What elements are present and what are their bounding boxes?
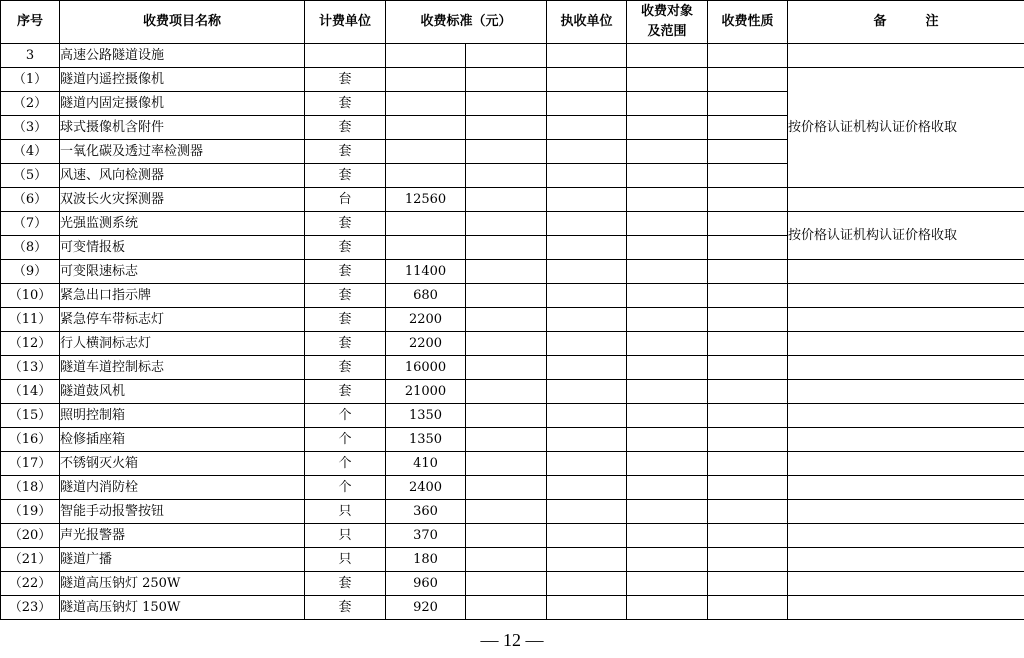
- row-name: 隧道车道控制标志: [60, 356, 305, 380]
- row-name: 可变限速标志: [60, 260, 305, 284]
- header-remark: 备 注: [788, 1, 1024, 44]
- table-row: [1, 572, 1024, 596]
- row-name: 照明控制箱: [60, 404, 305, 428]
- row-unit: 套: [305, 284, 386, 308]
- row-unit: 台: [305, 188, 386, 212]
- row-collector: [547, 452, 627, 476]
- header-row: [1, 1, 1024, 44]
- section-seq: 3: [1, 44, 60, 68]
- row-name: 行人横洞标志灯: [60, 332, 305, 356]
- row-price: 370: [386, 524, 466, 548]
- row-price: 16000: [386, 356, 466, 380]
- row-target: [627, 68, 708, 92]
- row-nature: [708, 308, 788, 332]
- row-remark: [788, 548, 1024, 572]
- row-name: 一氧化碳及透过率检测器: [60, 140, 305, 164]
- row-price: [386, 164, 466, 188]
- row-nature: [708, 140, 788, 164]
- row-name: 风速、风向检测器: [60, 164, 305, 188]
- row-target: [627, 284, 708, 308]
- row-price: 1350: [386, 404, 466, 428]
- header-name: 收费项目名称: [60, 1, 305, 44]
- row-nature: [708, 500, 788, 524]
- row-collector: [547, 260, 627, 284]
- page-number: — 12 —: [480, 630, 544, 650]
- row-price-extra: [466, 548, 547, 572]
- row-price-extra: [466, 236, 547, 260]
- row-remark: [788, 476, 1024, 500]
- row-name: 光强监测系统: [60, 212, 305, 236]
- row-seq: （12）: [1, 332, 60, 356]
- row-name: 声光报警器: [60, 524, 305, 548]
- row-name: 隧道鼓风机: [60, 380, 305, 404]
- row-nature: [708, 380, 788, 404]
- row-seq: （16）: [1, 428, 60, 452]
- row-price: 360: [386, 500, 466, 524]
- row-seq: （13）: [1, 356, 60, 380]
- row-price-extra: [466, 452, 547, 476]
- row-collector: [547, 92, 627, 116]
- row-seq: （9）: [1, 260, 60, 284]
- row-target: [627, 500, 708, 524]
- section-row: [1, 44, 1024, 68]
- row-seq: （5）: [1, 164, 60, 188]
- row-nature: [708, 236, 788, 260]
- row-collector: [547, 476, 627, 500]
- row-collector: [547, 68, 627, 92]
- row-price: [386, 236, 466, 260]
- row-unit: 套: [305, 236, 386, 260]
- row-collector: [547, 428, 627, 452]
- row-name: 隧道广播: [60, 548, 305, 572]
- row-price-extra: [466, 356, 547, 380]
- row-unit: 个: [305, 452, 386, 476]
- row-nature: [708, 68, 788, 92]
- table-row: [1, 500, 1024, 524]
- row-name: 双波长火灾探测器: [60, 188, 305, 212]
- row-unit: 个: [305, 476, 386, 500]
- row-remark: [788, 332, 1024, 356]
- row-target: [627, 308, 708, 332]
- row-name: 球式摄像机含附件: [60, 116, 305, 140]
- row-seq: （20）: [1, 524, 60, 548]
- row-collector: [547, 596, 627, 620]
- row-nature: [708, 356, 788, 380]
- table-row: [1, 548, 1024, 572]
- row-unit: 套: [305, 380, 386, 404]
- header-target-line2: 及范围: [647, 24, 687, 39]
- row-nature: [708, 428, 788, 452]
- row-remark: [788, 356, 1024, 380]
- row-collector: [547, 356, 627, 380]
- row-price-extra: [466, 380, 547, 404]
- row-price-extra: [466, 116, 547, 140]
- row-remark: [788, 572, 1024, 596]
- row-collector: [547, 116, 627, 140]
- row-nature: [708, 260, 788, 284]
- row-seq: （3）: [1, 116, 60, 140]
- row-price-extra: [466, 308, 547, 332]
- row-price-extra: [466, 164, 547, 188]
- row-collector: [547, 308, 627, 332]
- row-price-extra: [466, 332, 547, 356]
- row-seq: （23）: [1, 596, 60, 620]
- row-price: 1350: [386, 428, 466, 452]
- row-price: 920: [386, 596, 466, 620]
- table-row: [1, 452, 1024, 476]
- row-collector: [547, 500, 627, 524]
- row-unit: 套: [305, 92, 386, 116]
- row-unit: 只: [305, 500, 386, 524]
- row-unit: 套: [305, 356, 386, 380]
- header-seq: 序号: [1, 1, 60, 44]
- row-nature: [708, 188, 788, 212]
- row-target: [627, 260, 708, 284]
- row-nature: [708, 548, 788, 572]
- row-price: 2200: [386, 308, 466, 332]
- row-unit: 套: [305, 308, 386, 332]
- row-nature: [708, 284, 788, 308]
- row-seq: （21）: [1, 548, 60, 572]
- row-collector: [547, 404, 627, 428]
- row-seq: （7）: [1, 212, 60, 236]
- row-unit: 套: [305, 164, 386, 188]
- row-remark: [788, 596, 1024, 620]
- row-price: 11400: [386, 260, 466, 284]
- row-unit: 套: [305, 68, 386, 92]
- row-nature: [708, 524, 788, 548]
- row-target: [627, 380, 708, 404]
- row-target: [627, 356, 708, 380]
- row-collector: [547, 236, 627, 260]
- row-price: 21000: [386, 380, 466, 404]
- row-target: [627, 140, 708, 164]
- row-nature: [708, 476, 788, 500]
- row-price-extra: [466, 212, 547, 236]
- row-seq: （22）: [1, 572, 60, 596]
- row-unit: 套: [305, 116, 386, 140]
- row-target: [627, 524, 708, 548]
- table-row: [1, 212, 1024, 236]
- remark-note-1: 按价格认证机构认证价格收取: [788, 68, 1024, 188]
- row-collector: [547, 548, 627, 572]
- row-remark: [788, 380, 1024, 404]
- table-row: [1, 284, 1024, 308]
- row-price: [386, 68, 466, 92]
- row-collector: [547, 380, 627, 404]
- row-seq: （10）: [1, 284, 60, 308]
- row-price-extra: [466, 524, 547, 548]
- row-price: [386, 116, 466, 140]
- row-seq: （6）: [1, 188, 60, 212]
- row-name: 紧急出口指示牌: [60, 284, 305, 308]
- row-seq: （11）: [1, 308, 60, 332]
- row-unit: 套: [305, 332, 386, 356]
- row-remark: [788, 500, 1024, 524]
- row-remark: [788, 428, 1024, 452]
- table-row: [1, 188, 1024, 212]
- row-price-extra: [466, 140, 547, 164]
- row-target: [627, 452, 708, 476]
- row-unit: 个: [305, 404, 386, 428]
- row-collector: [547, 188, 627, 212]
- table-row: [1, 260, 1024, 284]
- row-price: [386, 92, 466, 116]
- row-target: [627, 92, 708, 116]
- table-row: [1, 596, 1024, 620]
- header-target-line1: 收费对象: [641, 4, 694, 19]
- row-price: 410: [386, 452, 466, 476]
- row-collector: [547, 140, 627, 164]
- row-price: 960: [386, 572, 466, 596]
- row-remark: [788, 404, 1024, 428]
- row-remark: [788, 308, 1024, 332]
- row-name: 隧道内消防栓: [60, 476, 305, 500]
- row-name: 紧急停车带标志灯: [60, 308, 305, 332]
- row-nature: [708, 404, 788, 428]
- section-name: 高速公路隧道设施: [60, 44, 305, 68]
- row-target: [627, 188, 708, 212]
- row-price-extra: [466, 188, 547, 212]
- table-row: [1, 380, 1024, 404]
- header-nature: 收费性质: [708, 1, 788, 44]
- row-name: 隧道内遥控摄像机: [60, 68, 305, 92]
- header-unit: 计费单位: [305, 1, 386, 44]
- row-target: [627, 428, 708, 452]
- row-price-extra: [466, 428, 547, 452]
- row-target: [627, 548, 708, 572]
- table-row: [1, 68, 1024, 92]
- row-seq: （4）: [1, 140, 60, 164]
- row-name: 智能手动报警按钮: [60, 500, 305, 524]
- row-remark: [788, 284, 1024, 308]
- row-unit: 只: [305, 524, 386, 548]
- row-name: 隧道内固定摄像机: [60, 92, 305, 116]
- row-price-extra: [466, 92, 547, 116]
- table-row: [1, 428, 1024, 452]
- row-target: [627, 164, 708, 188]
- row-unit: 套: [305, 572, 386, 596]
- table-row: [1, 332, 1024, 356]
- row-price: 2400: [386, 476, 466, 500]
- row-price-extra: [466, 476, 547, 500]
- header-target: [627, 1, 708, 44]
- row-collector: [547, 164, 627, 188]
- row-price: 180: [386, 548, 466, 572]
- row-unit: 套: [305, 260, 386, 284]
- row-unit: 套: [305, 212, 386, 236]
- row-seq: （14）: [1, 380, 60, 404]
- row-seq: （18）: [1, 476, 60, 500]
- row-seq: （15）: [1, 404, 60, 428]
- row-nature: [708, 212, 788, 236]
- row-target: [627, 212, 708, 236]
- row-price: [386, 140, 466, 164]
- row-nature: [708, 596, 788, 620]
- row-nature: [708, 116, 788, 140]
- row-name: 不锈钢灭火箱: [60, 452, 305, 476]
- row-collector: [547, 212, 627, 236]
- row-seq: （19）: [1, 500, 60, 524]
- row-collector: [547, 524, 627, 548]
- row-name: 隧道高压钠灯 250W: [60, 572, 305, 596]
- row-unit: 套: [305, 140, 386, 164]
- row-target: [627, 572, 708, 596]
- table-row: [1, 404, 1024, 428]
- row-price: [386, 212, 466, 236]
- remark-note-2: 按价格认证机构认证价格收取: [788, 212, 1024, 260]
- row-price-extra: [466, 572, 547, 596]
- table-row: [1, 524, 1024, 548]
- row-remark: [788, 524, 1024, 548]
- row-seq: （8）: [1, 236, 60, 260]
- row-remark: [788, 260, 1024, 284]
- row-price-extra: [466, 500, 547, 524]
- row-price-extra: [466, 68, 547, 92]
- row-target: [627, 596, 708, 620]
- header-standard: 收费标准（元）: [386, 1, 547, 44]
- row-price-extra: [466, 260, 547, 284]
- row-remark: [788, 188, 1024, 212]
- row-price-extra: [466, 596, 547, 620]
- row-name: 可变情报板: [60, 236, 305, 260]
- table-row: [1, 308, 1024, 332]
- row-collector: [547, 572, 627, 596]
- row-nature: [708, 92, 788, 116]
- row-nature: [708, 164, 788, 188]
- header-collector: 执收单位: [547, 1, 627, 44]
- row-name: 隧道高压钠灯 150W: [60, 596, 305, 620]
- table-row: [1, 356, 1024, 380]
- table-row: [1, 476, 1024, 500]
- row-remark: [788, 452, 1024, 476]
- row-seq: （1）: [1, 68, 60, 92]
- row-target: [627, 332, 708, 356]
- row-price-extra: [466, 284, 547, 308]
- row-nature: [708, 452, 788, 476]
- row-seq: （17）: [1, 452, 60, 476]
- row-unit: 套: [305, 596, 386, 620]
- row-price: 2200: [386, 332, 466, 356]
- row-target: [627, 476, 708, 500]
- row-price-extra: [466, 404, 547, 428]
- row-target: [627, 116, 708, 140]
- row-target: [627, 404, 708, 428]
- row-unit: 只: [305, 548, 386, 572]
- row-collector: [547, 284, 627, 308]
- row-price: 12560: [386, 188, 466, 212]
- row-nature: [708, 572, 788, 596]
- row-collector: [547, 332, 627, 356]
- row-price: 680: [386, 284, 466, 308]
- row-name: 检修插座箱: [60, 428, 305, 452]
- row-unit: 个: [305, 428, 386, 452]
- row-nature: [708, 332, 788, 356]
- row-seq: （2）: [1, 92, 60, 116]
- row-target: [627, 236, 708, 260]
